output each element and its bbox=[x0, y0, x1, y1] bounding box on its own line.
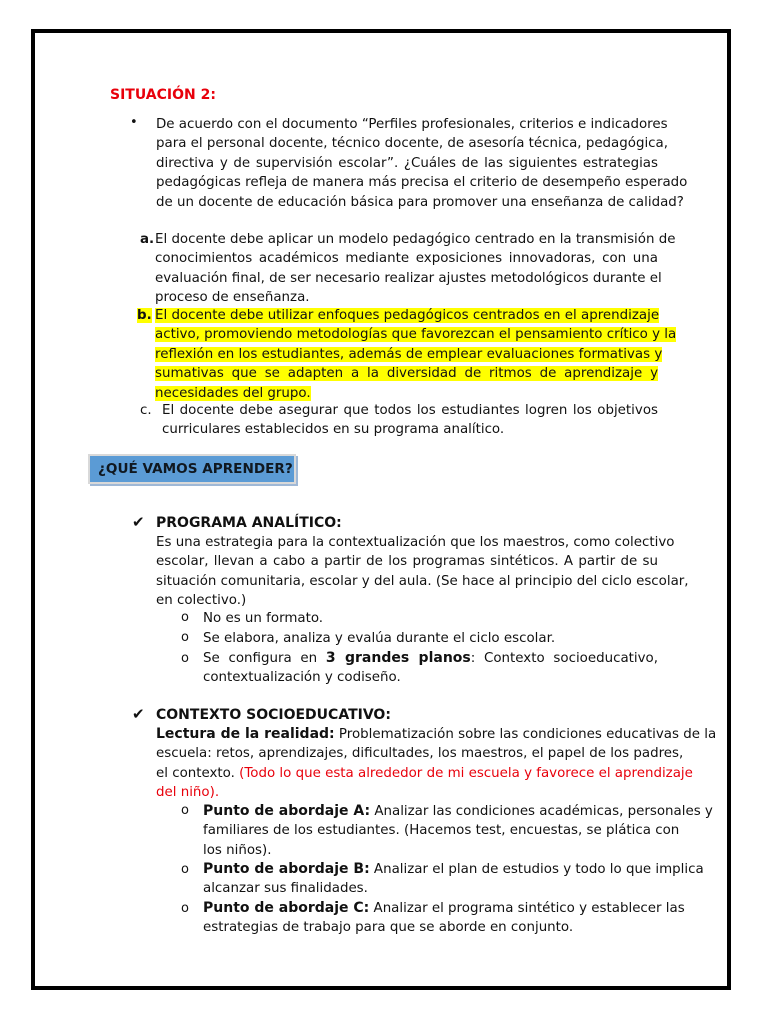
section-banner bbox=[88, 454, 296, 484]
programa-item-1: No es un formato. bbox=[203, 611, 324, 626]
banner-title: ¿QUÉ VAMOS APRENDER? bbox=[98, 461, 293, 477]
contexto-lectura: Lectura de la realidad: Problematización sobre las condiciones educativas de la escuela: retos, aprendizajes, dificultades, los maestros, el papel de los padres, el contexto. (Todo lo que esta alrededor de mi escuela y favorece el aprendizaje del niño). bbox=[156, 726, 717, 801]
option-a-label: a. bbox=[140, 232, 155, 247]
contexto-heading: CONTEXTO SOCIOEDUCATIVO: bbox=[156, 707, 391, 723]
programa-description: Es una estrategia para la contextualización que los maestros, como colectivo escolar, llevan a cabo a partir de los programas sintéticos. A partir de su situación comunitaria, escolar y del aula. (Se hace al principio del ciclo escolar, en colectivo.) bbox=[156, 535, 689, 609]
option-c-text: El docente debe asegurar que todos los estudiantes logren los objetivos curriculares establecidos en su programa analítico. bbox=[162, 403, 658, 438]
programa-item-3: Se configura en 3 grandes planos: Contexto socioeducativo, contextualización y codiseño. bbox=[203, 650, 658, 686]
checkmark-icon: ✔ bbox=[132, 705, 145, 723]
sub-bullet-icon: o bbox=[181, 901, 189, 916]
punto-abordaje-c: Punto de abordaje C: Analizar el programa sintético y establecer las estrategias de trabajo para que se aborde en conjunto. bbox=[203, 900, 685, 936]
question-text: De acuerdo con el documento “Perfiles profesionales, criterios e indicadores para el personal docente, técnico docente, de asesoría técnica, pedagógica, directiva y de supervisión escolar”. ¿Cuáles de las siguientes estrategias pedagógicas refleja de manera más precisa el criterio de desempeño esperado de un docente de educación básica para promover una enseñanza de calidad? bbox=[156, 117, 688, 210]
option-a-text: El docente debe aplicar un modelo pedagógico centrado en la transmisión de conocimientos académicos mediante exposiciones innovadoras, con una evaluación final, de ser necesario realizar ajustes metodológicos durante el proceso de enseñanza. bbox=[155, 232, 676, 306]
checkmark-icon: ✔ bbox=[132, 513, 145, 531]
situacion-title: SITUACIÓN 2: bbox=[110, 87, 216, 103]
option-c-label: c. bbox=[140, 403, 152, 418]
sub-bullet-icon: o bbox=[181, 630, 189, 645]
punto-abordaje-a: Punto de abordaje A: Analizar las condiciones académicas, personales y familiares de los estudiantes. (Hacemos test, encuestas, se plática con los niños). bbox=[203, 803, 713, 858]
sub-bullet-icon: o bbox=[181, 862, 189, 877]
programa-item-2: Se elabora, analiza y evalúa durante el ciclo escolar. bbox=[203, 631, 556, 646]
sub-bullet-icon: o bbox=[181, 610, 189, 625]
option-b-text: El docente debe utilizar enfoques pedagógicos centrados en el aprendizaje activo, promoviendo metodologías que favorezcan el pensamiento crítico y la reflexión en los estudiantes, además de emplear evaluaciones formativas y sumativas que se adapten a la diversidad de ritmos de aprendizaje y necesidades del grupo. bbox=[155, 308, 677, 401]
sub-bullet-icon: o bbox=[181, 803, 189, 818]
option-b-label: b. bbox=[137, 308, 152, 323]
programa-heading: PROGRAMA ANALÍTICO: bbox=[156, 515, 342, 531]
punto-abordaje-b: Punto de abordaje B: Analizar el plan de estudios y todo lo que implica alcanzar sus finalidades. bbox=[203, 861, 704, 897]
bullet-icon: • bbox=[130, 115, 138, 130]
sub-bullet-icon: o bbox=[181, 651, 189, 666]
